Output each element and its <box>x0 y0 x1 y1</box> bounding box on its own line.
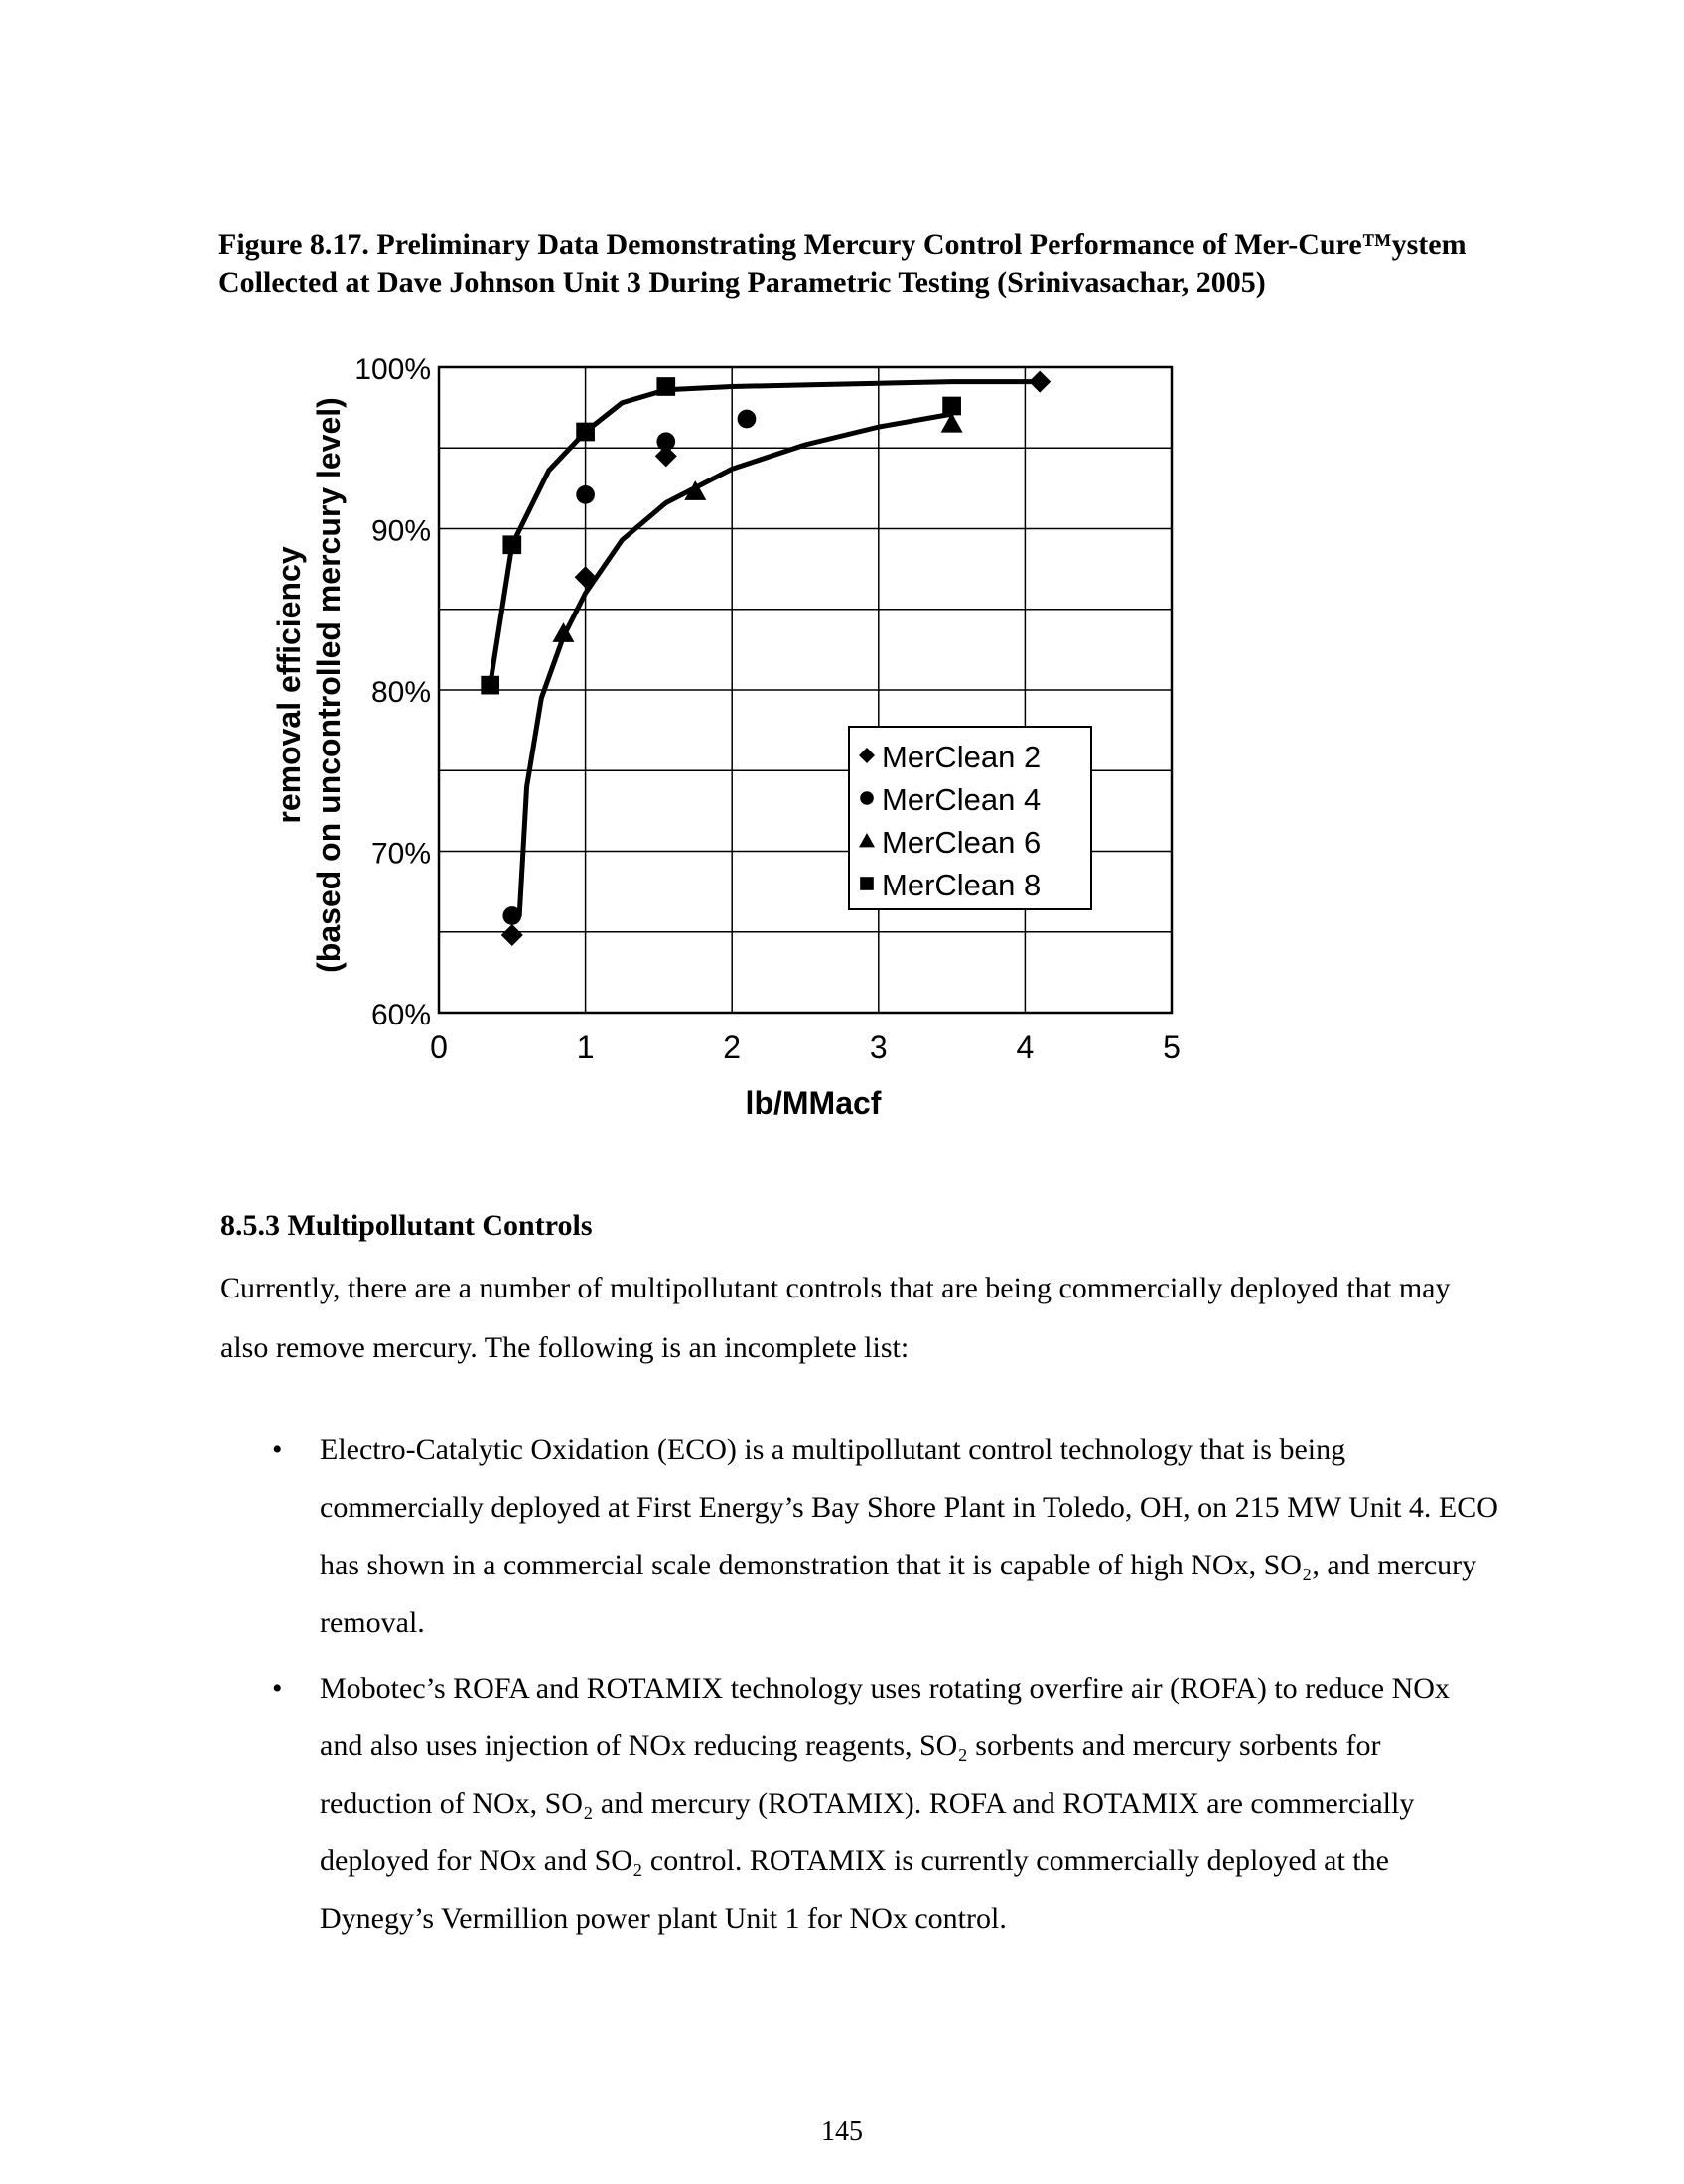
bullet-symbol: • <box>272 1433 283 1466</box>
legend-entry-label: MerClean 6 <box>882 825 1042 860</box>
bullet-text: Mobotec’s ROFA and ROTAMIX technology uses rotating overfire air (ROFA) to reduce NOx and also uses injection of NOx reducing reagents, SO₂ sorbents and mercury sorbents for reduction of NOx, SO₂ and mercury (ROTAMIX). ROFA and ROTAMIX are commercially deployed for NOx and SO₂ control. ROTAMIX is currently commercially deployed at the Dynegy’s Vermillion power plant Unit 1 for NOx control. <box>320 1672 1450 1935</box>
list-item <box>248 1422 1499 1652</box>
bullet-symbol: • <box>272 1672 283 1705</box>
intro-paragraph: Currently, there are a number of multipollutant controls that are being commercially deployed that may also remove mercury. The following is an incomplete list: <box>220 1272 1451 1364</box>
legend-marker-circle <box>860 791 874 805</box>
y-axis-label: removal efficiency <box>271 546 307 824</box>
legend-entry-label: MerClean 8 <box>882 868 1042 902</box>
legend-entry-label: MerClean 2 <box>882 740 1042 774</box>
legend-entry-label: MerClean 4 <box>882 782 1042 817</box>
x-tick-label: 1 <box>576 1029 595 1065</box>
data-point-circle <box>656 432 675 451</box>
data-point-circle <box>502 906 521 925</box>
figure-caption: Figure 8.17. Preliminary Data Demonstrating Mercury Control Performance of Mer-Cure™ystem Collected at Dave Johnson Unit 3 During Parametric Testing (Srinivasachar, 2005) <box>218 228 1467 299</box>
section-heading: 8.5.3 Multipollutant Controls <box>220 1209 593 1242</box>
x-tick-label: 5 <box>1163 1029 1181 1065</box>
y-axis-label-sub: (based on uncontrolled mercury level) <box>311 397 347 973</box>
data-point-square <box>481 676 499 695</box>
chart-legend <box>849 727 1091 909</box>
page-number: 145 <box>821 2116 863 2147</box>
data-point-square <box>502 535 521 554</box>
data-point-square <box>942 397 961 416</box>
data-point-diamond <box>1029 371 1051 393</box>
y-tick-label: 80% <box>370 676 431 709</box>
tick-labels <box>354 353 1181 1065</box>
bullet-text: Electro-Catalytic Oxidation (ECO) is a multipollutant control technology that is being commercially deployed at First Energy’s Bay Shore Plant in Toledo, OH, on 215 MW Unit 4. ECO has shown in a commercial scale demonstration that it is capable of high NOx, SO₂, and mercury removal. <box>320 1433 1498 1639</box>
x-tick-label: 2 <box>723 1029 742 1065</box>
y-tick-label: 60% <box>370 999 431 1031</box>
chart-grid <box>439 367 1172 1013</box>
x-tick-label: 3 <box>869 1029 888 1065</box>
x-tick-label: 4 <box>1016 1029 1035 1065</box>
data-point-square <box>656 377 675 396</box>
legend-marker-square <box>860 877 874 890</box>
data-point-diamond <box>501 924 523 946</box>
x-tick-label: 0 <box>430 1029 448 1065</box>
x-axis-label: lb/MMacf <box>745 1085 882 1121</box>
list-item <box>248 1660 1499 1948</box>
bullet-list <box>248 1422 1499 1948</box>
y-tick-label: 90% <box>370 514 431 548</box>
y-tick-label: 70% <box>370 837 431 871</box>
y-tick-label: 100% <box>354 353 431 386</box>
data-point-square <box>576 423 595 442</box>
data-point-circle <box>738 410 757 429</box>
data-point-circle <box>576 485 595 504</box>
